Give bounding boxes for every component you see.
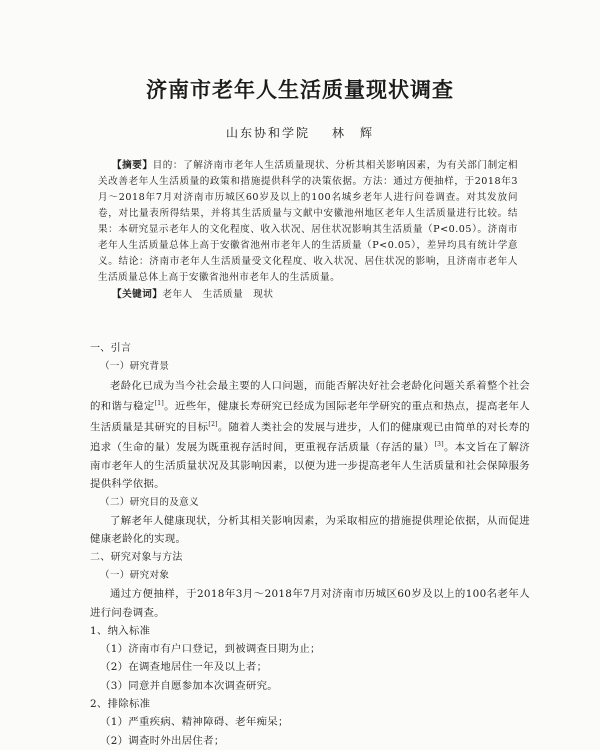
author-byline [0, 124, 600, 141]
abstract-paragraph [98, 158, 518, 286]
paragraph-background [90, 377, 530, 494]
paper-title: 济南市老年人生活质量现状调查 [146, 77, 454, 102]
paragraph-text: 。本文旨在了解济南市老年人的生活质量状况及其影响因素，以便为进一步提高老年人生活质量和社会保障服务提供科学依据。 [90, 441, 530, 491]
paragraph-text: 。近些年，健康长寿研究已经成为国际老年学研究的重点和热点，提高老年人生活质量是其研究的目标 [90, 400, 530, 434]
inclusion-item-2: （2）在调查地居住一年及以上者； [100, 661, 268, 674]
subsection-heading-purpose: （二）研究目的及意义 [100, 496, 199, 508]
paragraph-text: 。随着人类社会的发展与进步，人们的健康观已由简单的对长寿的追求（生命的量）发展为既重视存活时间，更重视存活质量（存活的量） [90, 421, 530, 454]
subsection-heading-background: （一）研究背景 [100, 361, 170, 373]
body-text [90, 340, 530, 750]
exclusion-item-1: （1）严重疾病、精神障碍、老年痴呆； [100, 716, 289, 729]
keywords-line [98, 287, 518, 303]
section-heading-introduction: 一、引言 [90, 343, 132, 354]
author-name: 林 辉 [332, 126, 375, 140]
citation-ref: [3] [434, 441, 444, 449]
inclusion-item-1: （1）济南市有户口登记，到被调查日期为止； [100, 643, 321, 656]
keywords-text: 老年人 生活质量 现状 [162, 289, 274, 300]
inclusion-item-3: （3）同意并自愿参加本次调查研究。 [100, 679, 278, 692]
paragraph-text: 老龄化已成为当今社会最主要的人口问题，而能否解决好社会老龄化问题关系着整个社会的和谐与稳定 [90, 379, 530, 413]
author-affiliation: 山东协和学院 [225, 126, 310, 140]
citation-ref: [1] [154, 399, 164, 407]
paragraph-subjects: 通过方便抽样，于2018年3月～2018年7月对济南市历城区60岁及以上的100名老年人进行问卷调查。 [90, 588, 530, 619]
section-heading-methods: 二、研究对象与方法 [90, 551, 183, 563]
keywords-label: 【关键词】 [112, 289, 163, 300]
paragraph-purpose: 了解老年人健康现状，分析其相关影响因素，为采取相应的措施提供理论依据，从而促进健康老龄化的实现。 [90, 515, 530, 546]
inclusion-criteria-heading: 1、纳入标准 [90, 624, 151, 637]
exclusion-item-2: （2）调查时外出居住者； [100, 734, 225, 747]
abstract-text: 目的：了解济南市老年人生活质量现状、分析其相关影响因素，为有关部门制定相关改善老年人生活质量的政策和措施提供科学的决策依据。方法：通过方便抽样，于2018年3月～2018年7月对济南市历城区60岁及以上的100名城乡老年人进行问卷调查。对其发放问卷，对比量表所得结果，并将其生活质量与文献中安徽池州地区老年人生活质量进行比较。结果：本研究显示老年人的文化程度、收入状况、居住状况影响其生活质量（P<0.05）。济南市老年人生活质量总体上高于安徽省池州市老年人的生活质量（P<0.05），差异均具有统计学意义。结论：济南市老年人生活质量受文化程度、收入状况、居住状况的影响，且济南市老年人生活质量总体上高于安徽省池州市老年人的生活质量。 [98, 160, 519, 283]
abstract-label: 【摘要】 [112, 160, 153, 171]
exclusion-criteria-heading: 2、排除标准 [90, 698, 151, 711]
abstract-block [98, 158, 518, 303]
subsection-heading-subjects: （一）研究对象 [100, 569, 170, 581]
citation-ref: [2] [208, 420, 218, 428]
